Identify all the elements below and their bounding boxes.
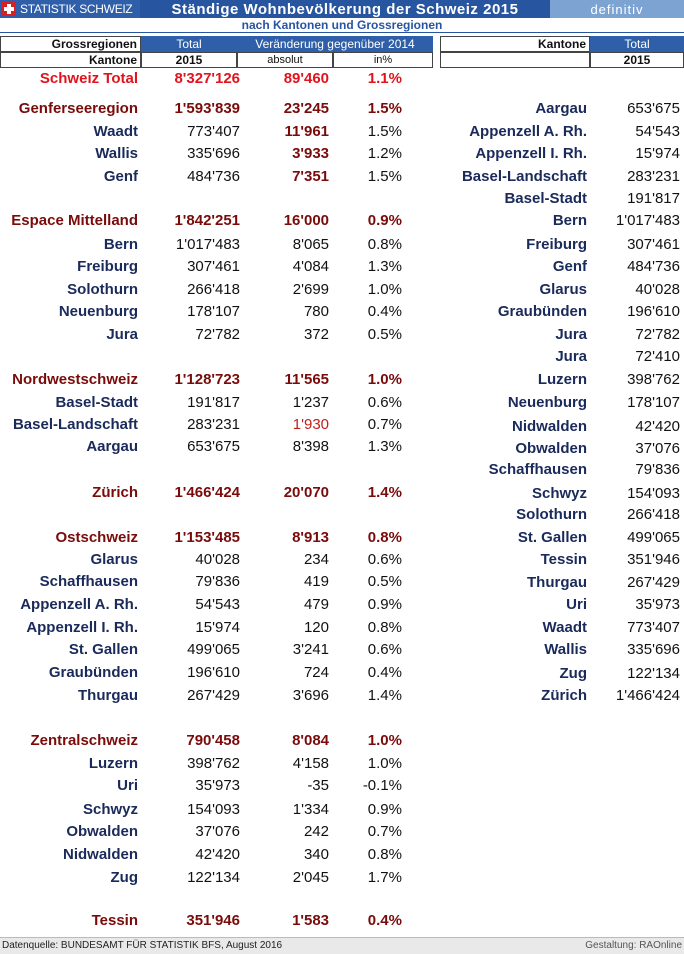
- swiss-cross-icon: [2, 2, 16, 16]
- row-change-percent: 0.9%: [367, 596, 402, 613]
- row-change-absolute: 2'699: [292, 281, 329, 298]
- row-change-absolute: 372: [303, 326, 329, 343]
- row-change-percent: 1.5%: [367, 100, 402, 117]
- kanton-row: [440, 619, 684, 639]
- canton-row: [0, 846, 684, 866]
- row-name: Espace Mittelland: [11, 212, 138, 229]
- row-change-percent: 0.8%: [367, 619, 402, 636]
- kanton-population: 351'946: [627, 551, 680, 568]
- row-name: Graubünden: [48, 664, 138, 681]
- kanton-population: 178'107: [627, 394, 680, 411]
- row-change-percent: 1.2%: [367, 145, 402, 162]
- kanton-name: Obwalden: [515, 440, 587, 457]
- kanton-population: 122'134: [627, 665, 680, 682]
- row-name: Genferseeregion: [18, 100, 138, 117]
- kanton-name: Basel-Stadt: [504, 190, 587, 207]
- row-name: Nordwestschweiz: [12, 371, 138, 388]
- row-change-absolute: 3'933: [292, 145, 329, 162]
- kanton-population: 266'418: [627, 506, 680, 523]
- row-population: 1'153'485: [174, 529, 240, 546]
- title-banner: [0, 0, 684, 18]
- kanton-name: Jura: [555, 326, 587, 343]
- row-change-absolute: 8'398: [292, 438, 329, 455]
- kanton-population: 773'407: [627, 619, 680, 636]
- kanton-row: [440, 100, 684, 120]
- row-population: 335'696: [187, 145, 240, 162]
- kanton-name: Aargau: [535, 100, 587, 117]
- row-change-absolute: 8'084: [292, 732, 329, 749]
- header-year: 2015: [141, 52, 237, 68]
- row-change-absolute: 89'460: [283, 70, 329, 87]
- region-row: [0, 912, 684, 932]
- row-change-absolute: 1'334: [292, 801, 329, 818]
- kanton-name: Freiburg: [526, 236, 587, 253]
- canton-row: [0, 755, 684, 775]
- kanton-name: Thurgau: [527, 574, 587, 591]
- row-change-percent: 0.7%: [367, 823, 402, 840]
- canton-row: [0, 823, 684, 843]
- header-grossregionen: Grossregionen: [0, 36, 141, 52]
- row-name: Tessin: [91, 912, 138, 929]
- row-name: Genf: [103, 168, 138, 185]
- kanton-name: Appenzell I. Rh.: [475, 145, 587, 162]
- kanton-row: [440, 326, 684, 346]
- row-name: Nidwalden: [62, 846, 138, 863]
- row-name: Basel-Stadt: [55, 394, 138, 411]
- row-change-percent: 1.0%: [367, 732, 402, 749]
- row-name: St. Gallen: [68, 641, 138, 658]
- row-change-absolute: 4'084: [292, 258, 329, 275]
- row-name: Thurgau: [78, 687, 138, 704]
- kanton-row: [440, 485, 684, 505]
- kanton-row: [440, 236, 684, 256]
- row-population: 191'817: [187, 394, 240, 411]
- kanton-row: [440, 303, 684, 323]
- kanton-population: 484'736: [627, 258, 680, 275]
- row-name: Zürich: [92, 484, 138, 501]
- row-name: Ostschweiz: [55, 529, 138, 546]
- kanton-row: [440, 123, 684, 143]
- row-change-absolute: 8'913: [292, 529, 329, 546]
- kanton-name: Uri: [566, 596, 587, 613]
- row-name: Neuenburg: [58, 303, 138, 320]
- row-change-absolute: 3'696: [292, 687, 329, 704]
- kanton-row: [440, 258, 684, 278]
- row-population: 72'782: [195, 326, 240, 343]
- row-change-percent: 1.3%: [367, 258, 402, 275]
- kanton-population: 15'974: [635, 145, 680, 162]
- kanton-population: 307'461: [627, 236, 680, 253]
- kanton-row: [440, 440, 684, 460]
- row-name: Appenzell A. Rh.: [20, 596, 138, 613]
- row-change-percent: 1.0%: [367, 755, 402, 772]
- row-population: 8'327'126: [174, 70, 240, 87]
- kanton-name: Zürich: [541, 687, 587, 704]
- kanton-name: Jura: [555, 348, 587, 365]
- kanton-population: 398'762: [627, 371, 680, 388]
- logo-text: STATISTIK SCHWEIZ: [20, 2, 133, 16]
- row-name: Freiburg: [77, 258, 138, 275]
- kanton-name: Nidwalden: [511, 418, 587, 435]
- kanton-row: [440, 190, 684, 210]
- kanton-name: Tessin: [540, 551, 587, 568]
- kanton-row: [440, 551, 684, 571]
- kanton-name: Glarus: [539, 281, 587, 298]
- kanton-population: 72'782: [635, 326, 680, 343]
- region-row: [0, 732, 684, 752]
- kanton-row: [440, 418, 684, 438]
- row-population: 499'065: [187, 641, 240, 658]
- kanton-row: [440, 394, 684, 414]
- design-credit: Gestaltung: RAOnline: [585, 940, 682, 951]
- page-subtitle: nach Kantonen und Grossregionen: [0, 18, 684, 33]
- kanton-row: [440, 145, 684, 165]
- row-change-absolute: 479: [303, 596, 329, 613]
- header-percent: in%: [333, 52, 433, 68]
- row-change-absolute: 724: [303, 664, 329, 681]
- kanton-name: Appenzell A. Rh.: [469, 123, 587, 140]
- total-row: [0, 70, 684, 90]
- row-change-percent: 0.4%: [367, 912, 402, 929]
- kanton-name: Wallis: [544, 641, 587, 658]
- header-year-right: 2015: [590, 52, 684, 68]
- kanton-name: Basel-Landschaft: [461, 168, 587, 185]
- kanton-row: [440, 574, 684, 594]
- kanton-row: [440, 168, 684, 188]
- row-name: Luzern: [88, 755, 138, 772]
- row-population: 790'458: [186, 732, 240, 749]
- row-name: Schweiz Total: [39, 70, 138, 87]
- row-change-absolute: 4'158: [292, 755, 329, 772]
- header-total-right: Total: [590, 36, 684, 52]
- row-change-absolute: 419: [303, 573, 329, 590]
- kanton-name: Schaffhausen: [488, 461, 587, 478]
- row-name: Schwyz: [82, 801, 138, 818]
- row-change-absolute: 3'241: [292, 641, 329, 658]
- kanton-population: 40'028: [635, 281, 680, 298]
- kanton-population: 267'429: [627, 574, 680, 591]
- row-change-absolute: 1'237: [292, 394, 329, 411]
- row-change-absolute: 11'565: [284, 371, 329, 388]
- header-change: Veränderung gegenüber 2014: [237, 36, 433, 52]
- kanton-name: Waadt: [542, 619, 587, 636]
- row-change-absolute: 7'351: [292, 168, 329, 185]
- row-name: Waadt: [93, 123, 138, 140]
- row-change-percent: 1.5%: [367, 168, 402, 185]
- kanton-name: Schwyz: [531, 485, 587, 502]
- row-change-absolute: 2'045: [292, 869, 329, 886]
- canton-row: [0, 801, 684, 821]
- kanton-row: [440, 641, 684, 661]
- row-change-absolute: 16'000: [283, 212, 329, 229]
- row-population: 15'974: [195, 619, 240, 636]
- kanton-row: [440, 529, 684, 549]
- row-population: 398'762: [187, 755, 240, 772]
- header-kantone: Kantone: [0, 52, 141, 68]
- row-change-percent: 0.6%: [367, 551, 402, 568]
- row-change-percent: 0.8%: [367, 846, 402, 863]
- row-change-percent: 0.4%: [367, 664, 402, 681]
- row-population: 54'543: [195, 596, 240, 613]
- kanton-row: [440, 281, 684, 301]
- row-change-percent: 1.1%: [367, 70, 402, 87]
- row-name: Glarus: [90, 551, 138, 568]
- row-population: 351'946: [186, 912, 240, 929]
- row-change-percent: 1.5%: [367, 123, 402, 140]
- row-change-percent: 0.6%: [367, 641, 402, 658]
- row-population: 154'093: [187, 801, 240, 818]
- kanton-row: [440, 371, 684, 391]
- header-total: Total: [141, 36, 237, 52]
- kanton-population: 54'543: [635, 123, 680, 140]
- kanton-population: 335'696: [627, 641, 680, 658]
- row-name: Zug: [110, 869, 138, 886]
- row-population: 1'593'839: [174, 100, 240, 117]
- row-change-absolute: 242: [303, 823, 329, 840]
- row-change-absolute: 234: [303, 551, 329, 568]
- kanton-name: Bern: [552, 212, 587, 229]
- kanton-name: Graubünden: [497, 303, 587, 320]
- row-change-percent: 0.6%: [367, 394, 402, 411]
- row-name: Appenzell I. Rh.: [26, 619, 138, 636]
- kanton-name: Luzern: [537, 371, 587, 388]
- row-name: Bern: [103, 236, 138, 253]
- canton-row: [0, 777, 684, 797]
- row-name: Basel-Landschaft: [12, 416, 138, 433]
- header-blank-right: [440, 52, 590, 68]
- row-population: 283'231: [187, 416, 240, 433]
- kanton-row: [440, 506, 684, 526]
- kanton-name: Genf: [552, 258, 587, 275]
- kanton-row: [440, 461, 684, 481]
- row-change-percent: 0.7%: [367, 416, 402, 433]
- kanton-row: [440, 348, 684, 368]
- row-population: 307'461: [187, 258, 240, 275]
- kanton-population: 154'093: [627, 485, 680, 502]
- row-name: Obwalden: [66, 823, 138, 840]
- kanton-population: 79'836: [635, 461, 680, 478]
- row-change-percent: 0.8%: [367, 236, 402, 253]
- kanton-population: 35'973: [635, 596, 680, 613]
- kanton-row: [440, 212, 684, 232]
- row-change-percent: 1.7%: [367, 869, 402, 886]
- row-change-absolute: 340: [303, 846, 329, 863]
- kanton-population: 191'817: [627, 190, 680, 207]
- row-population: 40'028: [195, 551, 240, 568]
- kanton-row: [440, 665, 684, 685]
- header-kantone-right: Kantone: [440, 36, 590, 52]
- kanton-population: 653'675: [627, 100, 680, 117]
- data-source: Datenquelle: BUNDESAMT FÜR STATISTIK BFS, August 2016: [2, 940, 283, 951]
- row-change-absolute: 780: [303, 303, 329, 320]
- row-change-absolute: 8'065: [292, 236, 329, 253]
- kanton-population: 42'420: [635, 418, 680, 435]
- row-change-percent: 1.4%: [367, 687, 402, 704]
- kanton-population: 1'017'483: [615, 212, 680, 229]
- row-population: 196'610: [187, 664, 240, 681]
- row-population: 1'017'483: [175, 236, 240, 253]
- row-change-percent: 1.3%: [367, 438, 402, 455]
- kanton-row: [440, 687, 684, 707]
- footer: [0, 937, 684, 954]
- row-change-percent: 1.0%: [367, 371, 402, 388]
- page-title: Ständige Wohnbevölkerung der Schweiz 2015: [140, 0, 550, 18]
- row-change-percent: 0.9%: [367, 212, 402, 229]
- row-change-percent: 0.5%: [367, 326, 402, 343]
- row-population: 79'836: [195, 573, 240, 590]
- kanton-population: 1'466'424: [615, 687, 680, 704]
- row-change-absolute: 1'930: [292, 416, 329, 433]
- row-population: 35'973: [195, 777, 240, 794]
- row-population: 42'420: [195, 846, 240, 863]
- kanton-name: Neuenburg: [507, 394, 587, 411]
- kanton-population: 37'076: [635, 440, 680, 457]
- row-change-percent: 0.8%: [367, 529, 402, 546]
- row-population: 266'418: [187, 281, 240, 298]
- kanton-population: 499'065: [627, 529, 680, 546]
- row-population: 122'134: [187, 869, 240, 886]
- row-name: Wallis: [95, 145, 138, 162]
- row-name: Aargau: [86, 438, 138, 455]
- row-population: 1'128'723: [174, 371, 240, 388]
- row-population: 484'736: [187, 168, 240, 185]
- row-name: Schaffhausen: [39, 573, 138, 590]
- kanton-row: [440, 596, 684, 616]
- status-label: definitiv: [550, 0, 684, 18]
- statistik-schweiz-logo: [0, 0, 140, 18]
- row-change-percent: 0.4%: [367, 303, 402, 320]
- row-population: 773'407: [187, 123, 240, 140]
- row-change-percent: -0.1%: [362, 777, 402, 794]
- row-population: 1'842'251: [174, 212, 240, 229]
- header-absolut: absolut: [237, 52, 333, 68]
- row-population: 37'076: [195, 823, 240, 840]
- row-change-absolute: -35: [307, 777, 329, 794]
- row-change-percent: 0.5%: [367, 573, 402, 590]
- row-population: 267'429: [187, 687, 240, 704]
- kanton-population: 283'231: [627, 168, 680, 185]
- row-change-absolute: 20'070: [283, 484, 329, 501]
- row-population: 1'466'424: [174, 484, 240, 501]
- row-change-absolute: 120: [303, 619, 329, 636]
- kanton-population: 196'610: [627, 303, 680, 320]
- row-name: Solothurn: [67, 281, 138, 298]
- row-name: Jura: [106, 326, 138, 343]
- canton-row: [0, 869, 684, 889]
- row-change-absolute: 1'583: [292, 912, 329, 929]
- row-change-percent: 1.0%: [367, 281, 402, 298]
- row-change-absolute: 11'961: [284, 123, 329, 140]
- row-change-percent: 1.4%: [367, 484, 402, 501]
- row-change-percent: 0.9%: [367, 801, 402, 818]
- row-name: Zentralschweiz: [30, 732, 138, 749]
- row-population: 178'107: [187, 303, 240, 320]
- kanton-name: Zug: [559, 665, 587, 682]
- kanton-population: 72'410: [635, 348, 680, 365]
- kanton-name: St. Gallen: [517, 529, 587, 546]
- kanton-name: Solothurn: [516, 506, 587, 523]
- row-population: 653'675: [187, 438, 240, 455]
- row-name: Uri: [117, 777, 138, 794]
- row-change-absolute: 23'245: [283, 100, 329, 117]
